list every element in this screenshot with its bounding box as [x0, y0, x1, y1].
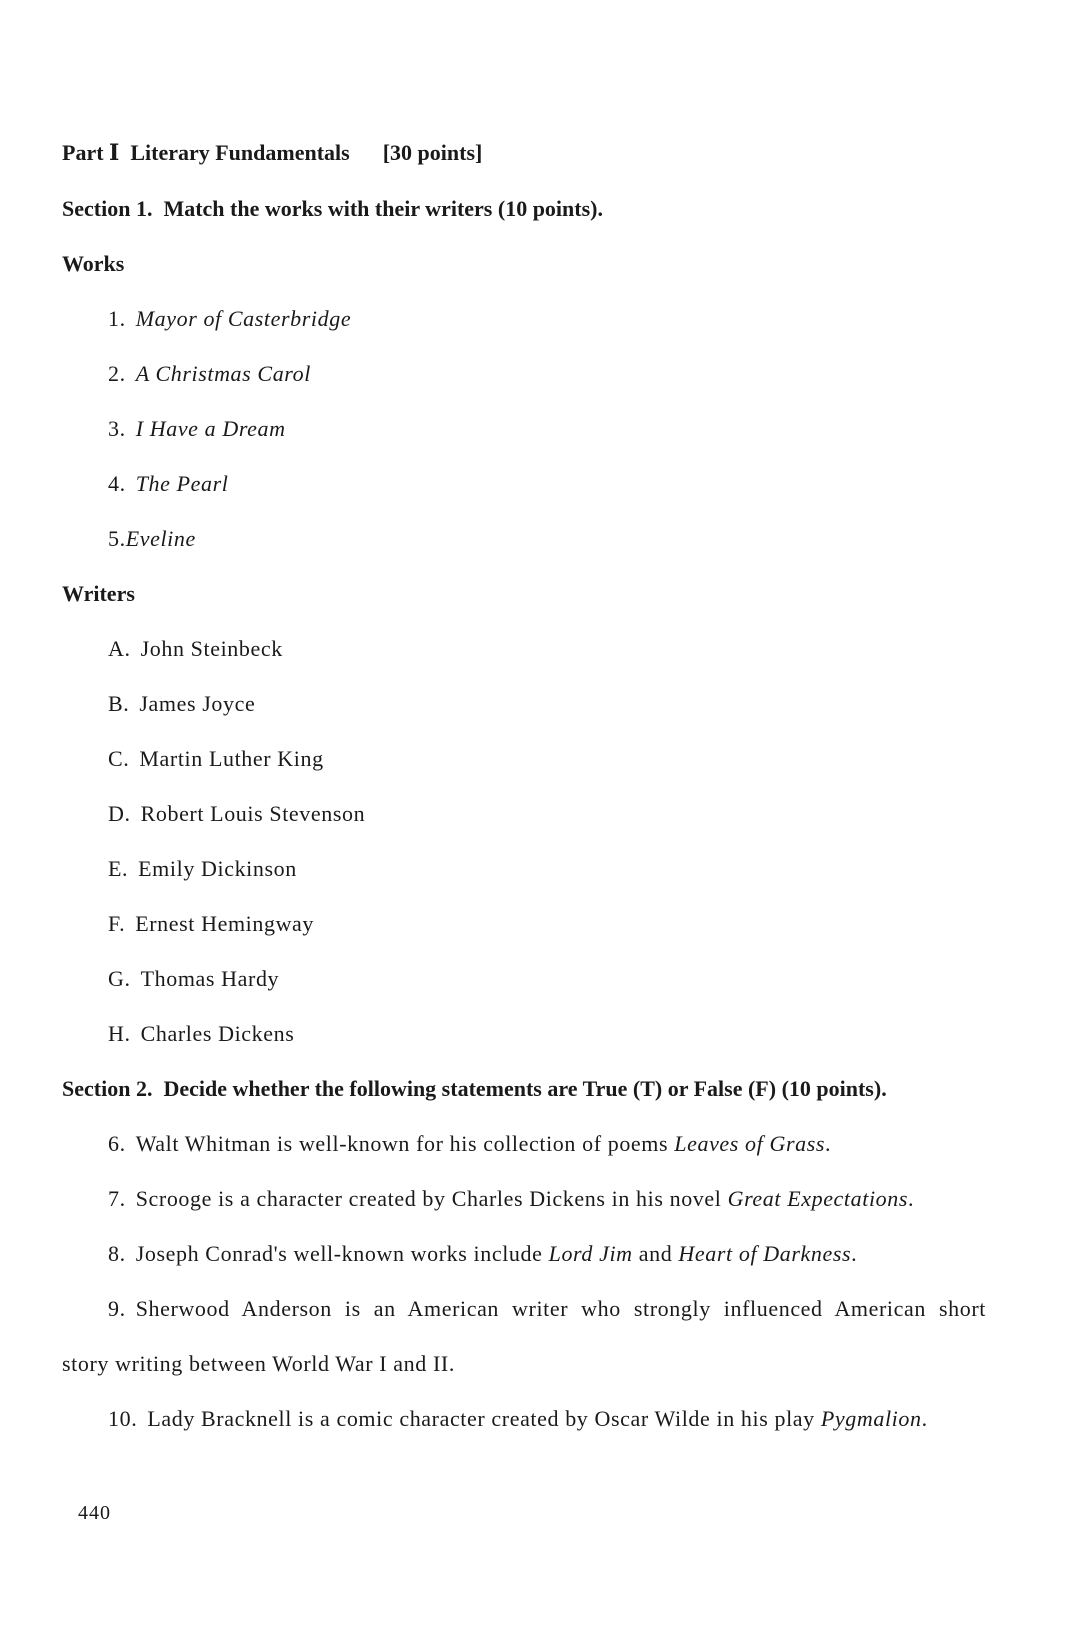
- statement-7: 7. Scrooge is a character created by Charles Dickens in his novel Great Expectations.: [108, 1186, 915, 1211]
- part-label: Part Ⅰ: [62, 140, 120, 165]
- writer-item: A. John Steinbeck: [108, 636, 283, 661]
- section-2-label: Section 2.: [62, 1076, 153, 1101]
- statement-9-line-1: 9. Sherwood Anderson is an American writer who strongly influenced American short: [108, 1296, 986, 1321]
- section-2-heading: [62, 1075, 887, 1103]
- statement-8: 8. Joseph Conrad's well-known works include Lord Jim and Heart of Darkness.: [108, 1241, 858, 1266]
- work-title: A Christmas Carol: [135, 361, 311, 386]
- section-1-heading: [62, 195, 603, 223]
- section-1-label: Section 1.: [62, 196, 153, 221]
- writer-item: D. Robert Louis Stevenson: [108, 801, 366, 826]
- writers-heading: Writers: [62, 581, 135, 606]
- part-points: [30 points]: [382, 140, 483, 165]
- work-item: 1. Mayor of Casterbridge: [108, 306, 352, 331]
- section-2-instruction: Decide whether the following statements are True (T) or False (F) (10 points).: [163, 1076, 887, 1101]
- writer-item: H. Charles Dickens: [108, 1021, 295, 1046]
- work-item: 4. The Pearl: [108, 471, 229, 496]
- statement-6: 6. Walt Whitman is well-known for his collection of poems Leaves of Grass.: [108, 1131, 832, 1156]
- work-item: 5.Eveline: [108, 526, 196, 551]
- part-heading: [62, 139, 482, 167]
- page-number: 440: [78, 1502, 111, 1524]
- writer-item: E. Emily Dickinson: [108, 856, 297, 881]
- writer-item: F. Ernest Hemingway: [108, 911, 315, 936]
- works-heading: Works: [62, 251, 125, 276]
- work-title: Mayor of Casterbridge: [135, 306, 352, 331]
- writer-item: B. James Joyce: [108, 691, 256, 716]
- work-item: 2. A Christmas Carol: [108, 361, 311, 386]
- statement-10: 10. Lady Bracknell is a comic character created by Oscar Wilde in his play Pygmalion.: [108, 1406, 928, 1431]
- part-title: Literary Fundamentals: [130, 140, 350, 165]
- writer-item: C. Martin Luther King: [108, 746, 324, 771]
- work-title: I Have a Dream: [135, 416, 286, 441]
- work-title: The Pearl: [135, 471, 229, 496]
- work-title: Eveline: [125, 526, 196, 551]
- statement-9-line-2: story writing between World War I and II.: [62, 1351, 455, 1376]
- section-1-instruction: Match the works with their writers (10 points).: [163, 196, 603, 221]
- work-item: 3. I Have a Dream: [108, 416, 286, 441]
- writer-item: G. Thomas Hardy: [108, 966, 280, 991]
